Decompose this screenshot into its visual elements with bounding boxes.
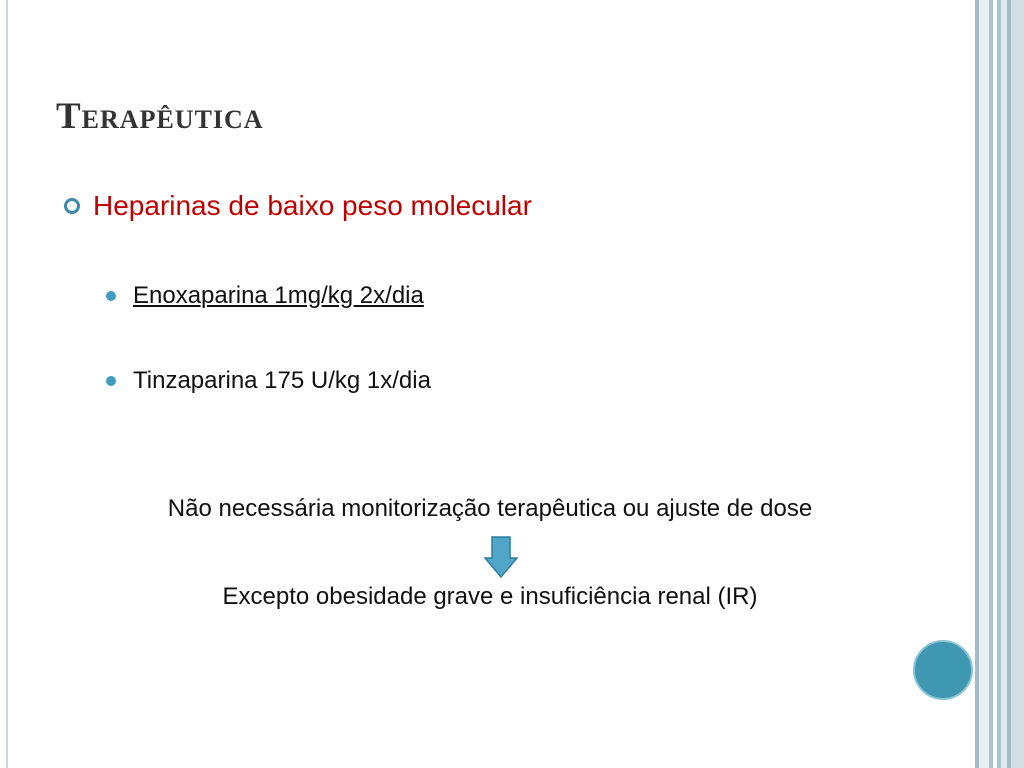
sub-bullet-tinzaparina [106,367,431,395]
note-line: Não necessária monitorização terapêutica ou ajuste de dose [167,495,813,522]
dot-bullet-icon [106,376,116,386]
sub-bullet-text: Tinzaparina 175 U/kg 1x/dia [133,367,431,394]
left-border-line [6,0,8,768]
stripe [1011,0,1024,768]
dot-bullet-icon [106,291,116,301]
ring-bullet-icon [64,198,80,214]
slide-title: Terapêutica [56,96,264,137]
exception-line: Excepto obesidade grave e insuficiência renal (IR) [222,583,758,610]
main-bullet-text: Heparinas de baixo peso molecular [93,190,532,221]
sub-bullet-text[interactable]: Enoxaparina 1mg/kg 2x/dia [133,282,424,309]
right-stripe-decoration [975,0,1024,768]
circle-decoration [913,640,973,700]
sub-bullet-enoxaparina [106,282,424,310]
main-bullet [64,190,532,222]
arrow-down-icon [484,536,518,578]
stripe [979,0,989,768]
